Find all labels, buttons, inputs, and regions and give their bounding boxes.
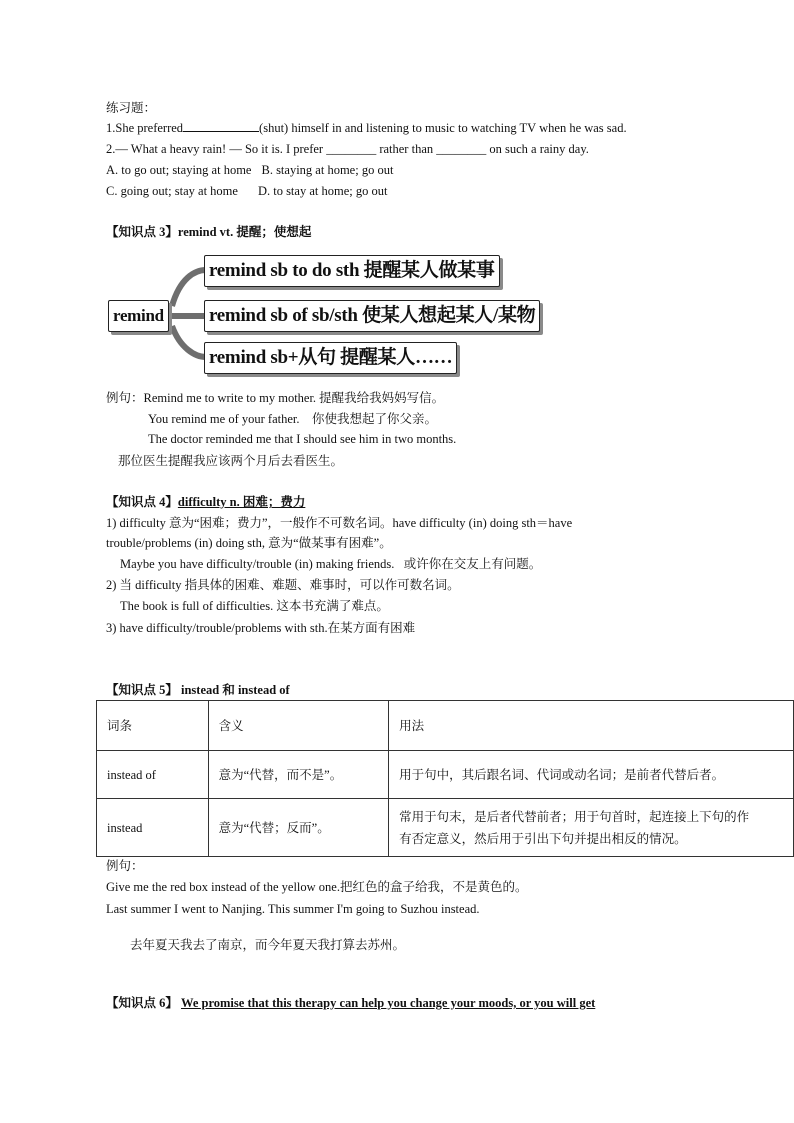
q1-text-before: 1.She preferred (106, 121, 184, 135)
q2-text-3: on such a rainy day. (489, 142, 589, 156)
option-d: D. to stay at home; go out (257, 184, 388, 198)
kp5-example-label: 例句： (106, 859, 144, 873)
kp5-example-3: 去年夏天我去了南京，而今年夏天我打算去苏州。 (130, 938, 406, 952)
table-cell: 意为“代替；反而”。 (208, 799, 389, 857)
table-cell: instead (97, 799, 209, 857)
kp5-example-2: Last summer I went to Nanjing. This summer I'm going to Suzhou instead. (106, 902, 480, 916)
option-a: A. to go out; staying at home (106, 163, 252, 177)
kp5-example-1: Give me the red box instead of the yellow one.把红色的盒子给我，不是黄色的。 (106, 880, 528, 894)
kp3-example-label: 例句： (106, 391, 144, 405)
mindmap-branch-3: remind sb+从句 提醒某人…… (204, 342, 457, 374)
question-2 (106, 141, 589, 157)
kp6-heading-text: We promise that this therapy can help you change your moods, or you will get (181, 996, 596, 1010)
kp6-heading (106, 995, 595, 1011)
q2-blank-2: ________ (436, 142, 487, 156)
kp3-example-1-text: Remind me to write to my mother. 提醒我给我妈妈写信。 (143, 391, 445, 405)
kp3-heading: 【知识点 3】remind vt. 提醒；使想起 (106, 225, 312, 239)
table-header-cell: 词条 (97, 701, 209, 751)
kp4-heading (106, 494, 305, 510)
table-cell-line: 常用于句末，是后者代替前者；用于句首时，起连接上下句的作 (399, 809, 750, 824)
kp5-heading: 【知识点 5】 instead 和 instead of (106, 683, 290, 697)
kp4-line-3: Maybe you have difficulty/trouble (in) making friends. 或许你在交友上有问题。 (120, 557, 542, 571)
kp4-line-6: 3) have difficulty/trouble/problems with sth.在某方面有困难 (106, 621, 416, 635)
table-cell: instead of (97, 751, 209, 799)
option-b: B. staying at home; go out (261, 163, 394, 177)
q2-text-1: 2.— What a heavy rain! — So it is. I prefer (106, 142, 324, 156)
options-ab (106, 162, 393, 178)
mindmap-branch-1: remind sb to do sth 提醒某人做某事 (204, 255, 500, 287)
kp3-example-2: You remind me of your father. 你使我想起了你父亲。 (148, 412, 437, 426)
exercise-heading: 练习题： (106, 101, 157, 115)
table-cell: 用于句中，其后跟名词、代词或动名词；是前者代替后者。 (389, 751, 794, 799)
table-header-cell: 用法 (389, 701, 794, 751)
kp4-line-4: 2) 当 difficulty 指具体的困难、难题、难事时，可以作可数名词。 (106, 578, 460, 592)
kp4-line-5: The book is full of difficulties. 这本书充满了难点。 (120, 599, 389, 613)
instead-comparison-table (96, 700, 794, 857)
kp3-example-3: The doctor reminded me that I should see him in two months. (148, 432, 457, 446)
q1-answer-blank (183, 120, 259, 132)
table-row (97, 799, 794, 857)
table-cell-multiline (389, 799, 794, 857)
kp3-example-4: 那位医生提醒我应该两个月后去看医生。 (118, 454, 344, 468)
table-row (97, 751, 794, 799)
question-1 (106, 120, 627, 136)
table-header-cell: 含义 (208, 701, 389, 751)
table-cell: 意为“代替，而不是”。 (208, 751, 389, 799)
table-cell-line: 有否定意义，然后用于引出下句并提出相反的情况。 (399, 831, 687, 846)
kp4-line-2: trouble/problems (in) doing sth, 意为“做某事有困难”。 (106, 536, 392, 550)
kp3-example-1 (106, 390, 444, 406)
kp4-line-1: 1) difficulty 意为“困难；费力”，一般作不可数名词。have difficulty (in) doing sth＝have (106, 516, 573, 530)
options-cd (106, 183, 387, 199)
q2-text-2: rather than (379, 142, 434, 156)
q2-blank-1: ________ (326, 142, 377, 156)
table-header-row (97, 701, 794, 751)
kp6-heading-prefix: 【知识点 6】 (106, 996, 178, 1010)
q1-text-after: (shut) himself in and listening to music to watching TV when he was sad. (259, 121, 627, 135)
option-c: C. going out; stay at home (106, 184, 238, 198)
kp4-heading-prefix: 【知识点 4】 (106, 495, 178, 509)
mindmap-branch-2: remind sb of sb/sth 使某人想起某人/某物 (204, 300, 540, 332)
kp4-heading-term: difficulty n. 困难；费力 (177, 495, 306, 509)
mindmap-center-remind: remind (108, 300, 169, 332)
